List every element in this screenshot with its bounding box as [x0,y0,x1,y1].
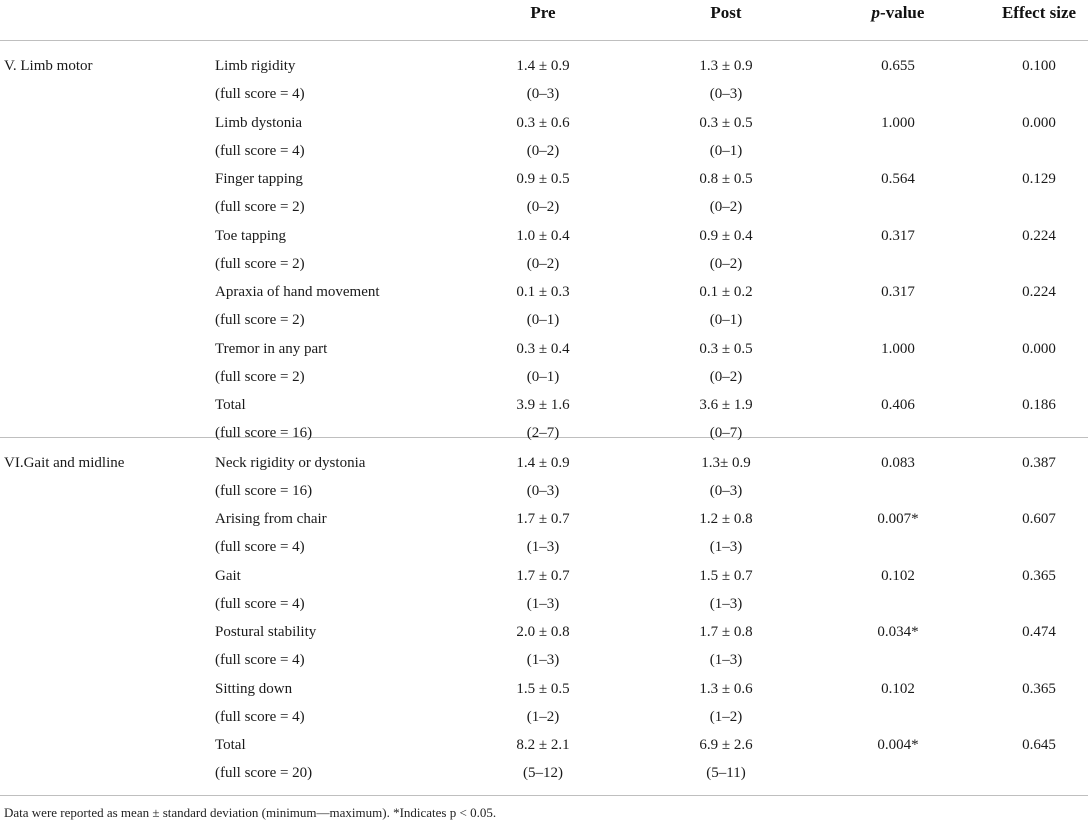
pre-cell-sub: (0–3) [526,482,560,499]
item-cell-value: Total [215,397,246,413]
post-cell-value: 0.1 ± 0.2 [699,284,753,300]
item-cell-value: Total [215,737,246,753]
p-value-cell-value: 0.317 [881,284,915,300]
section-limb-motor [0,41,1088,441]
p-value-cell [838,112,958,134]
p-value-cell-value: 1.000 [881,114,915,131]
pre-cell [478,734,608,784]
effect-size-cell-value: 0.186 [1022,397,1056,413]
post-cell-value: 1.3 ± 0.6 [699,680,753,697]
effect-size-cell [990,508,1088,530]
post-cell-sub: (0–3) [709,482,743,499]
pre-cell [478,394,608,444]
post-cell-value: 1.7 ± 0.8 [699,624,753,640]
pre-cell-value: 0.1 ± 0.3 [516,284,570,300]
pre-cell-value: 1.4 ± 0.9 [516,58,570,74]
pre-cell-sub: (1–3) [526,595,560,612]
post-cell-sub: (0–2) [709,199,743,215]
p-value-cell [838,565,958,587]
item-cell-sub: (full score = 4) [215,652,305,668]
header-p-value [838,0,958,26]
item-cell-sub: (full score = 2) [215,368,305,385]
p-value-cell [838,55,958,77]
item-cell-sub: (full score = 4) [215,86,305,102]
bottom-rule [0,795,1088,796]
pre-cell-value: 8.2 ± 2.1 [516,737,570,753]
effect-size-cell [990,225,1088,247]
p-value-cell [838,281,958,303]
pre-cell-value: 3.9 ± 1.6 [516,397,570,413]
item-cell-value: Limb rigidity [215,58,296,74]
item-cell [215,394,475,444]
effect-size-cell-value: 0.000 [1022,114,1056,131]
footnote: Data were reported as mean ± standard deviation (minimum—maximum). *Indicates p < 0.05. [4,805,497,820]
table-row [0,324,1088,385]
post-cell-value: 1.3 ± 0.9 [699,58,753,74]
item-cell-value: Gait [215,567,241,584]
item-cell-value: Toe tapping [215,227,287,244]
pre-cell-sub: (0–2) [526,199,560,215]
p-value-cell-value: 0.007* [877,511,919,527]
table-header [0,0,1088,41]
header-p-rest: -value [880,3,925,22]
effect-size-cell [990,281,1088,303]
p-value-cell-value: 1.000 [881,340,915,357]
post-cell-value: 3.6 ± 1.9 [699,397,753,413]
post-cell [661,394,791,444]
post-cell-sub: (1–3) [709,539,743,555]
p-value-cell-value: 0.004* [877,737,919,753]
item-cell-sub: (full score = 4) [215,142,305,159]
post-cell-sub: (0–2) [709,255,743,272]
p-value-cell-value: 0.034* [877,624,919,640]
table-row [0,41,1088,102]
effect-size-cell-value: 0.129 [1022,171,1056,187]
header-effect-size: Effect size [1001,3,1077,22]
post-cell-value: 1.2 ± 0.8 [699,511,753,527]
p-value-cell-value: 0.102 [881,567,915,584]
p-value-cell [838,168,958,190]
p-value-cell-value: 0.317 [881,227,915,244]
effect-size-cell-value: 0.474 [1022,624,1056,640]
table-row [0,438,1088,499]
pre-cell-value: 1.5 ± 0.5 [516,680,570,697]
effect-size-cell [990,394,1088,416]
effect-size-cell-value: 0.365 [1022,567,1056,584]
effect-size-cell [990,452,1088,474]
effect-size-cell-value: 0.607 [1022,511,1056,527]
p-value-cell-value: 0.564 [881,171,915,187]
item-cell-value: Apraxia of hand movement [215,284,380,300]
item-cell-value: Finger tapping [215,171,303,187]
table-row [0,267,1088,328]
p-value-cell [838,508,958,530]
p-value-cell [838,338,958,360]
item-cell-value: Postural stability [215,624,317,640]
pre-cell-sub: (1–2) [526,708,560,725]
pre-cell-sub: (5–12) [523,765,563,781]
section-gait-midline [0,438,1088,781]
effect-size-cell [990,734,1088,756]
post-cell-sub: (0–1) [709,312,743,328]
table-row [0,98,1088,159]
p-value-cell-value: 0.102 [881,680,915,697]
item-cell-value: Limb dystonia [215,114,303,131]
pre-cell-value: 1.0 ± 0.4 [516,227,570,244]
item-cell-sub: (full score = 16) [215,425,313,441]
p-value-cell-value: 0.406 [881,397,915,413]
p-value-cell [838,452,958,474]
header-post: Post [710,3,742,22]
post-cell-value: 0.9 ± 0.4 [699,227,753,244]
effect-size-cell-value: 0.224 [1022,227,1056,244]
table-row [0,380,1088,441]
post-cell-value: 1.3± 0.9 [701,454,751,471]
table-row [0,551,1088,612]
section-label: VI.Gait and midline [4,454,125,471]
header-pre: Pre [530,3,556,22]
post-cell-value: 0.3 ± 0.5 [699,114,753,131]
post-cell-value: 0.8 ± 0.5 [699,171,753,187]
effect-size-cell [990,621,1088,643]
post-cell-value: 0.3 ± 0.5 [699,340,753,357]
item-cell [215,734,475,784]
pre-cell-value: 0.3 ± 0.6 [516,114,570,131]
post-cell-sub: (0–2) [709,368,743,385]
effect-size-cell [990,338,1088,360]
post-cell-sub: (1–3) [709,652,743,668]
item-cell-value: Tremor in any part [215,340,328,357]
effect-size-cell-value: 0.645 [1022,737,1056,753]
post-cell-sub: (5–11) [706,765,746,781]
effect-size-cell-value: 0.224 [1022,284,1056,300]
p-value-cell [838,225,958,247]
pre-cell-sub: (0–2) [526,142,560,159]
post-cell-sub: (0–7) [709,425,743,441]
item-cell-sub: (full score = 16) [215,482,313,499]
post-cell-sub: (1–3) [709,595,743,612]
item-cell-sub: (full score = 2) [215,255,305,272]
table-row [0,607,1088,668]
post-cell-sub: (0–1) [709,142,743,159]
section-label: V. Limb motor [4,58,93,74]
pre-cell-value: 2.0 ± 0.8 [516,624,570,640]
p-value-cell-value: 0.655 [881,58,915,74]
item-cell-sub: (full score = 4) [215,595,305,612]
pre-cell-value: 1.7 ± 0.7 [516,567,570,584]
p-value-cell [838,394,958,416]
post-cell-value: 6.9 ± 2.6 [699,737,753,753]
table-row [0,720,1088,781]
effect-size-cell-value: 0.387 [1022,454,1056,471]
table-row [0,494,1088,555]
table-row [0,211,1088,272]
item-cell-value: Arising from chair [215,511,327,527]
post-cell-sub: (1–2) [709,708,743,725]
pre-cell-sub: (0–1) [526,312,560,328]
table-row [0,664,1088,725]
pre-cell-value: 0.9 ± 0.5 [516,171,570,187]
pre-cell-value: 1.4 ± 0.9 [516,454,570,471]
pre-cell-value: 0.3 ± 0.4 [516,340,570,357]
item-cell-sub: (full score = 2) [215,199,305,215]
p-value-cell [838,734,958,756]
pre-cell-value: 1.7 ± 0.7 [516,511,570,527]
effect-size-cell [990,565,1088,587]
p-value-cell [838,678,958,700]
post-cell-sub: (0–3) [709,86,743,102]
pre-cell-sub: (2–7) [526,425,560,441]
effect-size-cell-value: 0.365 [1022,680,1056,697]
effect-size-cell [990,55,1088,77]
item-cell-value: Neck rigidity or dystonia [215,454,366,471]
item-cell-sub: (full score = 4) [215,539,305,555]
item-cell-sub: (full score = 20) [215,765,313,781]
post-cell [661,734,791,784]
table-row [0,154,1088,215]
pre-cell-sub: (0–2) [526,255,560,272]
effect-size-cell-value: 0.000 [1022,340,1056,357]
post-cell-value: 1.5 ± 0.7 [699,567,753,584]
item-cell-sub: (full score = 2) [215,312,305,328]
effect-size-cell [990,678,1088,700]
effect-size-cell [990,168,1088,190]
effect-size-cell-value: 0.100 [1022,58,1056,74]
header-p-italic: p [871,3,881,22]
p-value-cell-value: 0.083 [881,454,915,471]
p-value-cell [838,621,958,643]
effect-size-cell [990,112,1088,134]
item-cell-value: Sitting down [215,680,293,697]
pre-cell-sub: (1–3) [526,652,560,668]
pre-cell-sub: (1–3) [526,539,560,555]
pre-cell-sub: (0–3) [526,86,560,102]
pre-cell-sub: (0–1) [526,368,560,385]
item-cell-sub: (full score = 4) [215,708,305,725]
